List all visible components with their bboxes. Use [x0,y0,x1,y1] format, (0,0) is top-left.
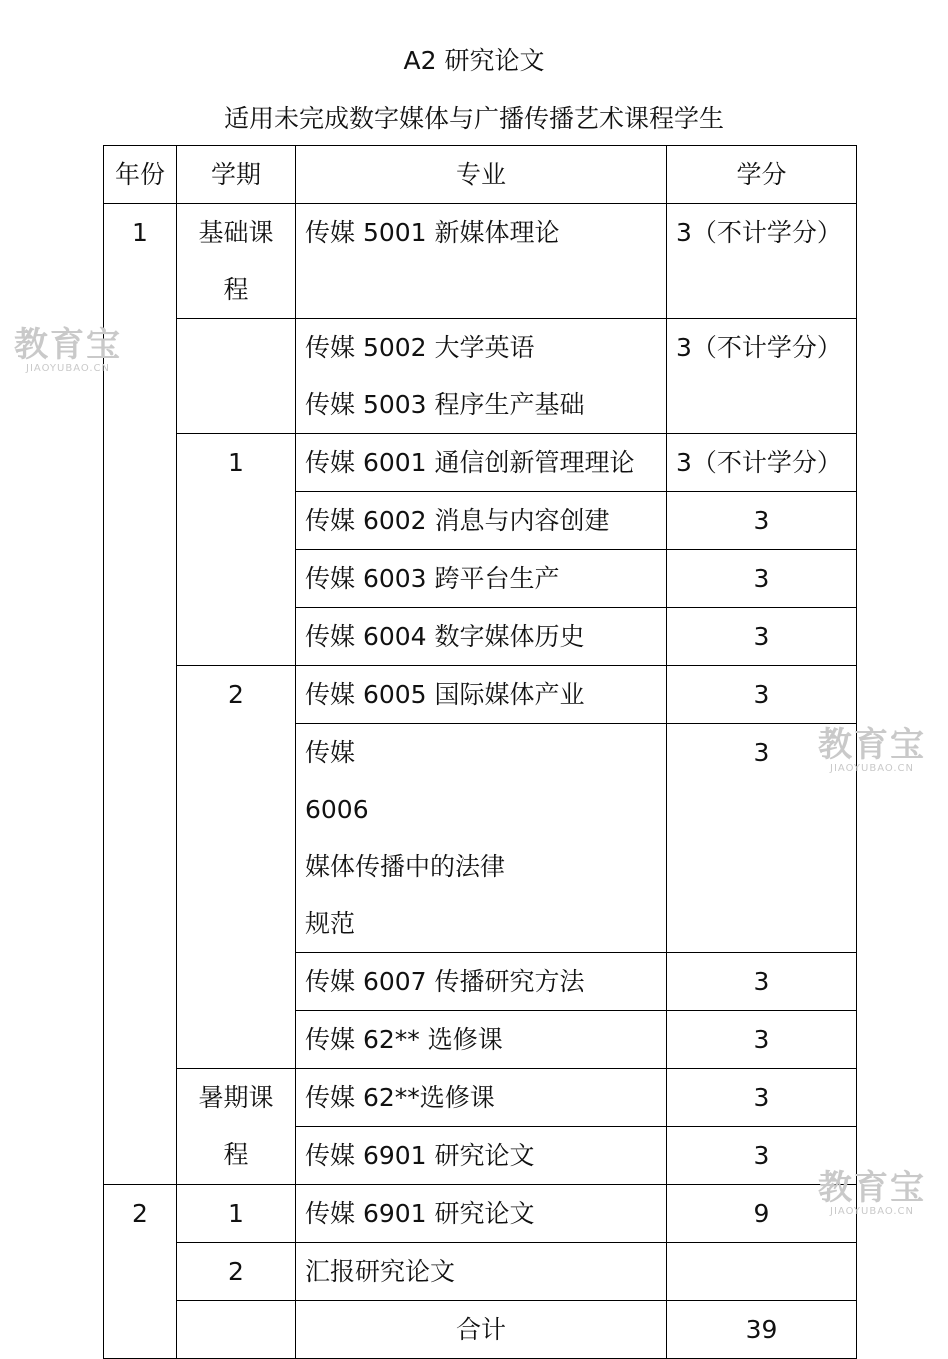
watermark-url: JIAOYUBAO.CN [26,363,110,374]
term-label-line: 程 [223,1140,249,1169]
header-year: 年份 [104,146,177,204]
course-cell: 传媒 6002 消息与内容创建 [296,492,667,550]
header-credit: 学分 [667,146,857,204]
document-title: A2 研究论文 [403,46,545,75]
credit-cell [667,1243,857,1301]
table-row [104,1243,857,1301]
total-row [104,1301,857,1359]
course-cell: 传媒 6003 跨平台生产 [296,550,667,608]
course-line: 规范 [305,909,356,938]
credit-cell: 3（不计学分） [667,319,857,434]
course-table [103,145,857,1359]
credit-cell: 3 [667,608,857,666]
course-cell: 传媒 6901 研究论文 [296,1185,667,1243]
course-title-part: 媒体传播中的法律 [305,852,506,881]
year-cell: 1 [104,204,177,1185]
total-label-cell: 合计 [296,1301,667,1359]
credit-cell: 3 [667,724,857,953]
table-row [104,1185,857,1243]
term-label-line: 暑期课 [198,1083,274,1112]
credit-cell: 3（不计学分） [667,434,857,492]
credit-cell: 3 [667,953,857,1011]
course-cell: 传媒 6001 通信创新管理理论 [296,434,667,492]
table-row [104,666,857,724]
table-row [104,434,857,492]
course-cell: 传媒 62** 选修课 [296,1011,667,1069]
course-cell [296,319,667,434]
course-cell: 传媒 5001 新媒体理论 [296,204,667,319]
header-term: 学期 [177,146,296,204]
watermark-text: 教育宝 [818,1168,926,1208]
course-line: 传媒 5003 程序生产基础 [305,390,585,419]
table-row [104,319,857,434]
table-row [104,204,857,319]
course-line: 传媒 5002 大学英语 [305,333,535,362]
watermark-url: JIAOYUBAO.CN [830,763,914,774]
course-cell: 传媒 6004 数字媒体历史 [296,608,667,666]
course-cell [296,724,667,953]
term-cell: 1 [177,434,296,666]
watermark-text: 教育宝 [14,325,122,365]
credit-cell: 3 [667,1011,857,1069]
term-cell [177,1069,296,1185]
document-subtitle: 适用未完成数字媒体与广播传播艺术课程学生 [223,104,724,133]
term-cell: 2 [177,666,296,1069]
header-major: 专业 [296,146,667,204]
table-row [104,1069,857,1127]
credit-cell: 3 [667,550,857,608]
course-cell: 汇报研究论文 [296,1243,667,1301]
course-cell: 传媒 62**选修课 [296,1069,667,1127]
course-code-number: 6006 [305,795,369,824]
course-cell: 传媒 6005 国际媒体产业 [296,666,667,724]
term-cell [177,204,296,319]
credit-cell: 3 [667,666,857,724]
term-label-line: 程 [223,275,249,304]
course-code-prefix: 传媒 [305,738,356,767]
watermark-url: JIAOYUBAO.CN [830,1206,914,1217]
credit-cell: 9 [667,1185,857,1243]
term-cell: 1 [177,1185,296,1243]
credit-cell: 3 [667,492,857,550]
watermark-text: 教育宝 [818,725,926,765]
table-header-row [104,146,857,204]
year-cell: 2 [104,1185,177,1359]
term-cell [177,1301,296,1359]
term-cell [177,319,296,434]
credit-cell: 3（不计学分） [667,204,857,319]
course-line [305,724,666,895]
credit-cell: 3 [667,1069,857,1127]
course-cell: 传媒 6901 研究论文 [296,1127,667,1185]
term-label-line: 基础课 [198,218,274,247]
total-credit-cell: 39 [667,1301,857,1359]
credit-cell: 3 [667,1127,857,1185]
course-cell: 传媒 6007 传播研究方法 [296,953,667,1011]
term-cell: 2 [177,1243,296,1301]
